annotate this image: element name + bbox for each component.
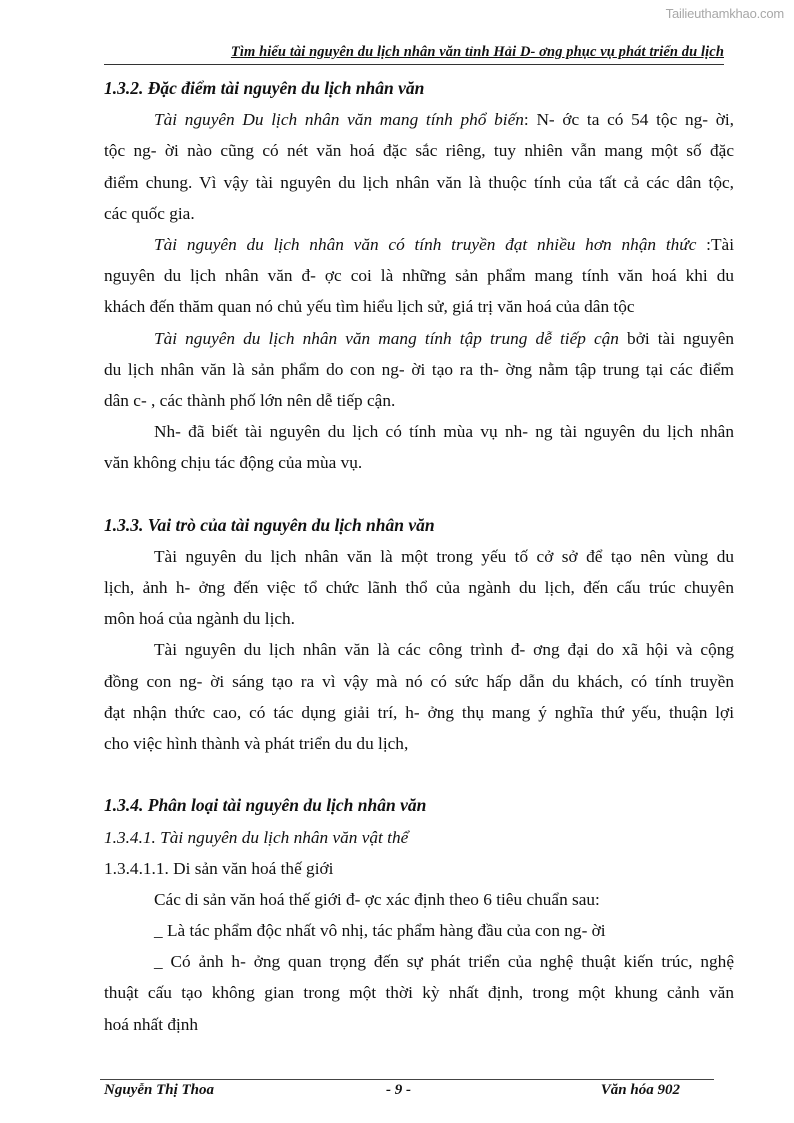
paragraph-line: văn không chịu tác động của mùa vụ.: [104, 453, 363, 473]
paragraph-line: khách đến thăm quan nó chủ yếu tìm hiểu lịch sử, giá trị văn hoá của dân tộc: [104, 297, 635, 317]
paragraph-line: Tài nguyên du lịch nhân văn có tính truyền đạt nhiều hơn nhận thức :Tài: [154, 234, 734, 254]
watermark: Tailieuthamkhao.com: [665, 6, 784, 21]
paragraph-line: đồng con ng- ời sáng tạo ra vì vậy mà nó có sức hấp dẫn du khách, có tính truyền: [104, 671, 734, 691]
footer-course: Văn hóa 902: [600, 1082, 680, 1098]
criteria-item: _ Có ảnh h- ởng quan trọng đến sự phát triển của nghệ thuật kiến trúc, nghệ: [154, 952, 734, 972]
paragraph-line: Tài nguyên du lịch nhân văn là một trong yếu tố cở sở để tạo nên vùng du: [154, 546, 734, 566]
paragraph-line: đạt nhận thức cao, có tác dụng giải trí, h- ởng thụ mang ý nghĩa thứ yếu, thuận lợi: [104, 702, 734, 722]
page-body: [104, 73, 734, 1040]
paragraph-line: Các di sản văn hoá thế giới đ- ợc xác định theo 6 tiêu chuẩn sau:: [154, 889, 600, 909]
paragraph-line: thuật cấu tạo không gian trong một thời kỳ nhất định, trong một khung cảnh văn: [104, 983, 734, 1003]
page-footer: [100, 1082, 714, 1106]
paragraph-line: nguyên du lịch nhân văn đ- ợc coi là những sản phẩm mang tính văn hoá khi du: [104, 266, 734, 286]
paragraph-line: Tài nguyên du lịch nhân văn mang tính tập trung dễ tiếp cận bởi tài nguyên: [154, 328, 735, 348]
subsubsection-heading-1-3-4-1-1: 1.3.4.1.1. Di sản văn hoá thế giới: [104, 858, 334, 878]
criteria-item: _ Là tác phẩm độc nhất vô nhị, tác phẩm hàng đầu của con ng- ời: [154, 921, 606, 941]
spacer: [104, 759, 734, 790]
section-heading-1-3-4: 1.3.4. Phân loại tài nguyên du lịch nhân văn: [104, 795, 427, 816]
paragraph-line: dân c- , các thành phố lớn nên dễ tiếp cận.: [104, 390, 396, 410]
header-rule: [104, 64, 724, 65]
paragraph-line: tộc ng- ời nào cũng có nét văn hoá đặc sắc riêng, tuy nhiên vẫn mang một số đặc: [104, 141, 734, 161]
paragraph-line: hoá nhất định: [104, 1014, 199, 1034]
paragraph-line: điểm chung. Vì vậy tài nguyên du lịch nhân văn là thuộc tính của tất cả các dân tộc,: [104, 172, 734, 192]
paragraph-line: lịch, ảnh h- ởng đến việc tổ chức lãnh thổ của ngành du lịch, đến cấu trúc chuyên: [104, 578, 734, 597]
spacer: [104, 478, 734, 509]
paragraph-line: du lịch nhân văn là sản phẩm do con ng- ời tạo ra th- ờng nằm tập trung tại các điểm: [104, 359, 734, 379]
subsection-heading-1-3-4-1: 1.3.4.1. Tài nguyên du lịch nhân văn vật thể: [104, 827, 409, 847]
italic-lead: Tài nguyên du lịch nhân văn có tính truyền đạt nhiều hơn nhận thức: [154, 234, 697, 254]
page-number: - 9 -: [386, 1082, 411, 1098]
paragraph-line: Nh- đã biết tài nguyên du lịch có tính mùa vụ nh- ng tài nguyên du lịch nhân: [154, 422, 734, 442]
paragraph-line: cho việc hình thành và phát triển du du lịch,: [104, 733, 409, 753]
section-heading-1-3-3: 1.3.3. Vai trò của tài nguyên du lịch nhân văn: [104, 514, 435, 535]
paragraph-line: môn hoá của ngành du lịch.: [104, 609, 296, 629]
paragraph-line: các quốc gia.: [104, 203, 195, 223]
italic-lead: Tài nguyên Du lịch nhân văn mang tính phổ biến: [154, 110, 524, 130]
running-header: Tìm hiểu tài nguyên du lịch nhân văn tỉnh Hải D- ơng phục vụ phát triển du lịch: [230, 44, 724, 60]
paragraph-line: Tài nguyên du lịch nhân văn là các công trình đ- ơng đại do xã hội và cộng: [154, 640, 734, 660]
footer-author: Nguyễn Thị Thoa: [104, 1082, 215, 1098]
footer-rule: [100, 1079, 714, 1080]
section-heading-1-3-2: 1.3.2. Đặc điểm tài nguyên du lịch nhân văn: [104, 78, 425, 98]
paragraph-line: Tài nguyên Du lịch nhân văn mang tính phổ biến: N- ớc ta có 54 tộc ng- ời,: [154, 110, 734, 130]
italic-lead: Tài nguyên du lịch nhân văn mang tính tập trung dễ tiếp cận: [154, 328, 619, 348]
